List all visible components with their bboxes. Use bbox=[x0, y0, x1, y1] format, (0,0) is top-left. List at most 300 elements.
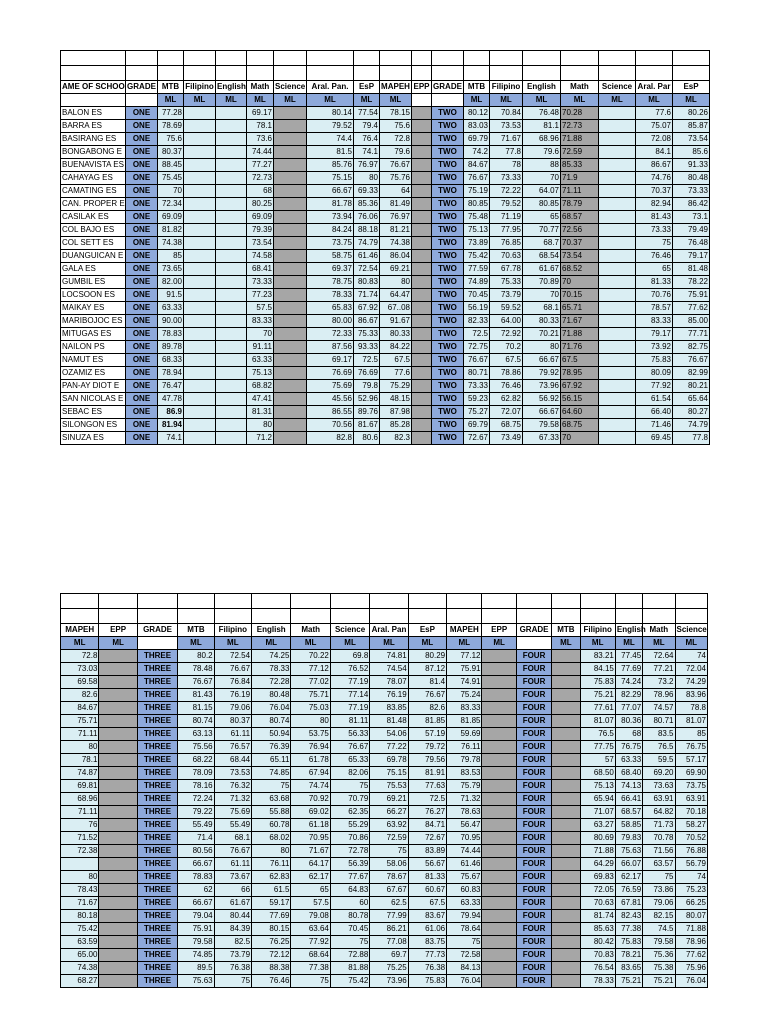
score-cell: 74.1 bbox=[158, 432, 184, 445]
score-cell: 71.46 bbox=[636, 419, 673, 432]
table-row bbox=[61, 341, 710, 354]
score-cell: 81.88 bbox=[330, 962, 369, 975]
subheader-cell: ML bbox=[447, 637, 482, 650]
score-cell: 47.78 bbox=[158, 393, 184, 406]
table-row bbox=[61, 393, 710, 406]
score-cell bbox=[482, 819, 516, 832]
score-cell: 84.1 bbox=[636, 146, 673, 159]
score-cell: 72.75 bbox=[464, 341, 490, 354]
score-cell bbox=[482, 728, 516, 741]
score-cell: 77.38 bbox=[615, 923, 642, 936]
empty-cell bbox=[615, 609, 642, 624]
score-cell: 71.67 bbox=[561, 315, 599, 328]
score-cell: 80.74 bbox=[178, 715, 214, 728]
score-cell: 75 bbox=[636, 237, 673, 250]
score-cell: 76.32 bbox=[214, 780, 251, 793]
score-cell: 70.52 bbox=[675, 832, 707, 845]
score-cell bbox=[552, 676, 580, 689]
grade-cell: THREE bbox=[137, 949, 177, 962]
empty-cell bbox=[675, 609, 707, 624]
score-cell: 77.28 bbox=[158, 107, 184, 120]
score-cell bbox=[99, 806, 137, 819]
score-cell bbox=[99, 650, 137, 663]
score-cell bbox=[552, 936, 580, 949]
table-row bbox=[61, 715, 708, 728]
score-cell: 85.6 bbox=[673, 146, 710, 159]
score-cell: 56.15 bbox=[561, 393, 599, 406]
score-cell: 68.44 bbox=[214, 754, 251, 767]
school-name: MITUGAS ES bbox=[61, 328, 126, 341]
score-cell bbox=[216, 172, 247, 185]
column-header: EsP bbox=[408, 624, 446, 637]
score-cell: 59.23 bbox=[464, 393, 490, 406]
score-cell bbox=[274, 133, 307, 146]
score-cell bbox=[184, 406, 216, 419]
score-cell: 76.48 bbox=[523, 107, 561, 120]
column-header: EsP bbox=[354, 81, 380, 94]
empty-cell bbox=[291, 594, 330, 609]
score-cell bbox=[216, 237, 247, 250]
score-cell: 64.07 bbox=[523, 185, 561, 198]
score-cell: 85.36 bbox=[354, 198, 380, 211]
score-cell bbox=[599, 341, 636, 354]
score-cell: 81.74 bbox=[580, 910, 615, 923]
score-cell: 88.18 bbox=[354, 224, 380, 237]
score-cell: 79.17 bbox=[673, 250, 710, 263]
score-cell: 82.43 bbox=[615, 910, 642, 923]
score-cell: 72.67 bbox=[408, 832, 446, 845]
score-cell: 69.79 bbox=[464, 419, 490, 432]
grade-cell: FOUR bbox=[516, 949, 551, 962]
score-cell: 77.8 bbox=[490, 146, 523, 159]
score-cell bbox=[482, 754, 516, 767]
score-cell: 85.63 bbox=[580, 923, 615, 936]
score-cell bbox=[482, 897, 516, 910]
score-cell: 73.33 bbox=[247, 276, 274, 289]
score-cell: 80.15 bbox=[252, 923, 291, 936]
score-cell: 67.5 bbox=[408, 897, 446, 910]
score-cell bbox=[184, 354, 216, 367]
score-cell bbox=[274, 159, 307, 172]
score-cell: 59.5 bbox=[643, 754, 675, 767]
grade-cell: FOUR bbox=[516, 780, 551, 793]
grade-cell: TWO bbox=[432, 380, 464, 393]
score-cell: 76.11 bbox=[447, 741, 482, 754]
score-cell: 73.75 bbox=[307, 237, 354, 250]
score-cell: 73.03 bbox=[61, 663, 99, 676]
score-cell: 80.27 bbox=[673, 406, 710, 419]
table-row bbox=[61, 432, 710, 445]
empty-cell bbox=[252, 594, 291, 609]
score-cell: 70.92 bbox=[291, 793, 330, 806]
score-cell: 72.59 bbox=[370, 832, 408, 845]
empty-cell bbox=[330, 609, 369, 624]
score-cell: 81.67 bbox=[354, 419, 380, 432]
column-header: Math bbox=[247, 81, 274, 94]
score-cell: 74.44 bbox=[247, 146, 274, 159]
score-cell: 73.2 bbox=[643, 676, 675, 689]
column-header: MTB bbox=[464, 81, 490, 94]
score-cell: 61.46 bbox=[354, 250, 380, 263]
score-cell bbox=[99, 923, 137, 936]
score-cell: 76.67 bbox=[673, 354, 710, 367]
school-name: GALA ES bbox=[61, 263, 126, 276]
score-cell: 63.68 bbox=[252, 793, 291, 806]
score-cell: 86.04 bbox=[380, 250, 412, 263]
score-cell: 82.99 bbox=[673, 367, 710, 380]
empty-cell bbox=[354, 66, 380, 81]
score-cell: 76.67 bbox=[464, 354, 490, 367]
score-cell: 70.79 bbox=[330, 793, 369, 806]
score-cell: 55.49 bbox=[214, 819, 251, 832]
score-cell: 79.94 bbox=[447, 910, 482, 923]
grade-cell: ONE bbox=[126, 237, 158, 250]
score-cell bbox=[99, 910, 137, 923]
score-cell bbox=[552, 741, 580, 754]
score-cell bbox=[216, 367, 247, 380]
score-cell bbox=[412, 224, 432, 237]
empty-cell bbox=[516, 594, 551, 609]
empty-cell bbox=[99, 609, 137, 624]
score-cell: 76.57 bbox=[214, 741, 251, 754]
score-cell bbox=[99, 793, 137, 806]
score-cell bbox=[482, 962, 516, 975]
score-cell: 71.2 bbox=[247, 432, 274, 445]
empty-cell bbox=[673, 51, 710, 66]
score-cell bbox=[274, 302, 307, 315]
table-row bbox=[61, 962, 708, 975]
score-cell bbox=[482, 793, 516, 806]
spacer-row bbox=[61, 66, 710, 81]
score-cell: 78.86 bbox=[490, 367, 523, 380]
table-row bbox=[61, 754, 708, 767]
score-cell bbox=[184, 224, 216, 237]
score-cell: 74.85 bbox=[178, 949, 214, 962]
score-cell: 82.29 bbox=[615, 689, 642, 702]
score-cell bbox=[274, 393, 307, 406]
score-cell: 81.78 bbox=[307, 198, 354, 211]
score-cell: 45.56 bbox=[307, 393, 354, 406]
score-cell bbox=[599, 263, 636, 276]
score-cell: 76.19 bbox=[370, 689, 408, 702]
score-cell bbox=[99, 936, 137, 949]
grade-cell: ONE bbox=[126, 276, 158, 289]
score-cell bbox=[552, 884, 580, 897]
score-cell: 73.94 bbox=[307, 211, 354, 224]
score-cell: 79.58 bbox=[523, 419, 561, 432]
table-row bbox=[61, 406, 710, 419]
score-cell: 55.88 bbox=[252, 806, 291, 819]
score-cell: 80.09 bbox=[636, 367, 673, 380]
subheader-cell: ML bbox=[184, 94, 216, 107]
empty-cell bbox=[214, 594, 251, 609]
score-cell: 73.53 bbox=[214, 767, 251, 780]
score-cell: 77.02 bbox=[291, 676, 330, 689]
table-row bbox=[61, 250, 710, 263]
score-cell: 69.09 bbox=[158, 211, 184, 224]
score-cell bbox=[274, 146, 307, 159]
score-cell: 83.65 bbox=[615, 962, 642, 975]
subheader-row bbox=[61, 94, 710, 107]
score-cell: 71.67 bbox=[490, 133, 523, 146]
score-cell bbox=[216, 263, 247, 276]
score-cell bbox=[599, 432, 636, 445]
subheader-cell: ML bbox=[599, 94, 636, 107]
empty-cell bbox=[274, 66, 307, 81]
score-cell: 78.75 bbox=[307, 276, 354, 289]
score-cell bbox=[99, 949, 137, 962]
empty-cell bbox=[126, 66, 158, 81]
grade-cell: ONE bbox=[126, 367, 158, 380]
score-cell bbox=[184, 302, 216, 315]
empty-cell bbox=[482, 594, 516, 609]
subheader-cell: ML bbox=[354, 94, 380, 107]
score-cell: 79.52 bbox=[307, 120, 354, 133]
score-cell: 75.13 bbox=[464, 224, 490, 237]
score-cell: 81.48 bbox=[673, 263, 710, 276]
empty-cell bbox=[354, 51, 380, 66]
score-cell bbox=[216, 120, 247, 133]
score-cell: 66.67 bbox=[178, 897, 214, 910]
score-cell: 68.96 bbox=[523, 133, 561, 146]
score-cell: 61.11 bbox=[214, 858, 251, 871]
score-cell: 72.73 bbox=[247, 172, 274, 185]
score-cell bbox=[216, 393, 247, 406]
score-cell: 75 bbox=[643, 871, 675, 884]
subheader-cell: ML bbox=[636, 94, 673, 107]
score-cell: 83.96 bbox=[675, 689, 707, 702]
score-cell: 72.92 bbox=[490, 328, 523, 341]
school-name: CAN. PROPER E bbox=[61, 198, 126, 211]
score-cell bbox=[412, 133, 432, 146]
score-cell: 75.71 bbox=[61, 715, 99, 728]
grade-cell: TWO bbox=[432, 211, 464, 224]
subheader-cell: ML bbox=[216, 94, 247, 107]
score-cell bbox=[482, 923, 516, 936]
score-cell bbox=[184, 380, 216, 393]
score-cell: 56.33 bbox=[330, 728, 369, 741]
score-cell: 72.64 bbox=[643, 650, 675, 663]
empty-cell bbox=[482, 609, 516, 624]
score-cell: 76.4 bbox=[354, 133, 380, 146]
score-cell: 78.64 bbox=[447, 923, 482, 936]
score-cell: 75 bbox=[447, 936, 482, 949]
grade-cell: THREE bbox=[137, 793, 177, 806]
empty-cell bbox=[580, 609, 615, 624]
score-cell: 77.67 bbox=[330, 871, 369, 884]
grade-cell: ONE bbox=[126, 393, 158, 406]
score-cell bbox=[412, 354, 432, 367]
table-row bbox=[61, 975, 708, 988]
score-cell: 71.88 bbox=[675, 923, 707, 936]
score-cell: 62.5 bbox=[370, 897, 408, 910]
score-cell: 67..08 bbox=[380, 302, 412, 315]
score-cell bbox=[412, 159, 432, 172]
score-cell: 61.11 bbox=[214, 728, 251, 741]
score-cell: 79.08 bbox=[291, 910, 330, 923]
score-cell: 83.53 bbox=[447, 767, 482, 780]
score-cell: 67.5 bbox=[380, 354, 412, 367]
score-cell: 76.46 bbox=[490, 380, 523, 393]
score-cell: 71.67 bbox=[291, 845, 330, 858]
score-cell: 89.78 bbox=[158, 341, 184, 354]
score-cell: 73.49 bbox=[490, 432, 523, 445]
empty-cell bbox=[552, 594, 580, 609]
score-cell: 73.33 bbox=[636, 224, 673, 237]
score-cell: 79.6 bbox=[523, 146, 561, 159]
score-cell: 87.98 bbox=[380, 406, 412, 419]
spacer-row bbox=[61, 609, 708, 624]
empty-cell bbox=[516, 609, 551, 624]
score-cell: 76.11 bbox=[252, 858, 291, 871]
score-cell: 72.59 bbox=[561, 146, 599, 159]
score-cell bbox=[184, 198, 216, 211]
score-cell: 78.09 bbox=[178, 767, 214, 780]
grade-cell: FOUR bbox=[516, 975, 551, 988]
score-cell: 78.96 bbox=[643, 689, 675, 702]
score-cell: 66.67 bbox=[523, 354, 561, 367]
score-cell: 53.75 bbox=[291, 728, 330, 741]
score-cell: 77.54 bbox=[354, 107, 380, 120]
empty-cell bbox=[216, 66, 247, 81]
grade-cell: FOUR bbox=[516, 676, 551, 689]
score-cell: 91.11 bbox=[247, 341, 274, 354]
score-cell bbox=[412, 328, 432, 341]
score-cell: 76.27 bbox=[408, 806, 446, 819]
score-cell: 60.67 bbox=[408, 884, 446, 897]
score-cell: 75.36 bbox=[643, 949, 675, 962]
score-cell: 80.37 bbox=[214, 715, 251, 728]
score-cell bbox=[412, 341, 432, 354]
score-cell: 65.94 bbox=[580, 793, 615, 806]
score-cell: 59.17 bbox=[252, 897, 291, 910]
score-cell bbox=[99, 845, 137, 858]
score-cell: 77.6 bbox=[636, 107, 673, 120]
score-cell: 67.92 bbox=[561, 380, 599, 393]
score-cell: 64.82 bbox=[643, 806, 675, 819]
score-cell: 75 bbox=[214, 975, 251, 988]
score-cell bbox=[482, 936, 516, 949]
score-cell: 77.45 bbox=[615, 650, 642, 663]
score-cell: 68.22 bbox=[178, 754, 214, 767]
score-cell: 76.04 bbox=[252, 702, 291, 715]
score-cell: 72.04 bbox=[675, 663, 707, 676]
score-cell: 77.75 bbox=[580, 741, 615, 754]
score-cell: 65.64 bbox=[673, 393, 710, 406]
score-cell: 63.59 bbox=[61, 936, 99, 949]
score-cell: 81.07 bbox=[675, 715, 707, 728]
score-cell: 73.79 bbox=[490, 289, 523, 302]
empty-cell bbox=[523, 51, 561, 66]
empty-cell bbox=[61, 66, 126, 81]
score-cell bbox=[482, 741, 516, 754]
score-cell: 76.67 bbox=[214, 845, 251, 858]
score-cell: 63.91 bbox=[643, 793, 675, 806]
score-cell: 60.78 bbox=[252, 819, 291, 832]
score-cell: 68 bbox=[247, 185, 274, 198]
grade-cell: TWO bbox=[432, 250, 464, 263]
score-cell: 77.08 bbox=[370, 936, 408, 949]
table-row bbox=[61, 276, 710, 289]
score-cell bbox=[552, 806, 580, 819]
score-cell bbox=[184, 146, 216, 159]
score-cell: 80.21 bbox=[673, 380, 710, 393]
score-cell: 72.28 bbox=[252, 676, 291, 689]
school-name: GUMBIL ES bbox=[61, 276, 126, 289]
score-cell: 79.58 bbox=[643, 936, 675, 949]
empty-cell bbox=[214, 609, 251, 624]
score-cell: 70.95 bbox=[447, 832, 482, 845]
score-cell: 83.67 bbox=[408, 910, 446, 923]
subheader-cell: ML bbox=[291, 637, 330, 650]
score-cell: 72.12 bbox=[252, 949, 291, 962]
score-cell: 81.85 bbox=[447, 715, 482, 728]
score-cell bbox=[482, 676, 516, 689]
score-cell: 81.91 bbox=[408, 767, 446, 780]
score-cell: 80.71 bbox=[643, 715, 675, 728]
subheader-cell: ML bbox=[673, 94, 710, 107]
score-cell: 63.91 bbox=[675, 793, 707, 806]
score-cell: 76.5 bbox=[643, 741, 675, 754]
score-cell bbox=[216, 211, 247, 224]
score-cell: 70.37 bbox=[636, 185, 673, 198]
score-cell: 58.06 bbox=[370, 858, 408, 871]
score-cell: 75.71 bbox=[291, 689, 330, 702]
score-cell: 75 bbox=[252, 780, 291, 793]
score-cell: 56.39 bbox=[330, 858, 369, 871]
score-cell bbox=[274, 289, 307, 302]
score-cell: 56.67 bbox=[408, 858, 446, 871]
score-cell bbox=[482, 780, 516, 793]
score-cell bbox=[599, 250, 636, 263]
score-cell: 75.83 bbox=[636, 354, 673, 367]
score-cell bbox=[99, 780, 137, 793]
score-cell: 68.96 bbox=[61, 793, 99, 806]
score-cell: 74.25 bbox=[252, 650, 291, 663]
table-row bbox=[61, 806, 708, 819]
score-cell: 77.6 bbox=[380, 367, 412, 380]
score-cell: 82.15 bbox=[643, 910, 675, 923]
empty-cell bbox=[447, 594, 482, 609]
score-cell: 75 bbox=[370, 845, 408, 858]
score-cell: 75.69 bbox=[307, 380, 354, 393]
score-cell: 80.69 bbox=[580, 832, 615, 845]
score-cell: 76.59 bbox=[615, 884, 642, 897]
subheader-cell: ML bbox=[643, 637, 675, 650]
subheader-cell: ML bbox=[307, 94, 354, 107]
grade-cell: TWO bbox=[432, 276, 464, 289]
score-cell bbox=[552, 702, 580, 715]
column-header: Aral. Pan. bbox=[307, 81, 354, 94]
score-cell: 88.38 bbox=[252, 962, 291, 975]
column-header: Math bbox=[561, 81, 599, 94]
table-row bbox=[61, 767, 708, 780]
score-cell bbox=[274, 419, 307, 432]
score-cell bbox=[274, 380, 307, 393]
score-cell bbox=[412, 393, 432, 406]
column-header: MTB bbox=[158, 81, 184, 94]
score-cell: 73.63 bbox=[643, 780, 675, 793]
score-cell: 69.8 bbox=[330, 650, 369, 663]
score-cell bbox=[552, 754, 580, 767]
table-row bbox=[61, 676, 708, 689]
table-row bbox=[61, 211, 710, 224]
grade-cell: ONE bbox=[126, 341, 158, 354]
column-header: EPP bbox=[412, 81, 432, 94]
score-cell: 68.7 bbox=[523, 237, 561, 250]
score-cell: 79.6 bbox=[380, 146, 412, 159]
empty-cell bbox=[158, 66, 184, 81]
